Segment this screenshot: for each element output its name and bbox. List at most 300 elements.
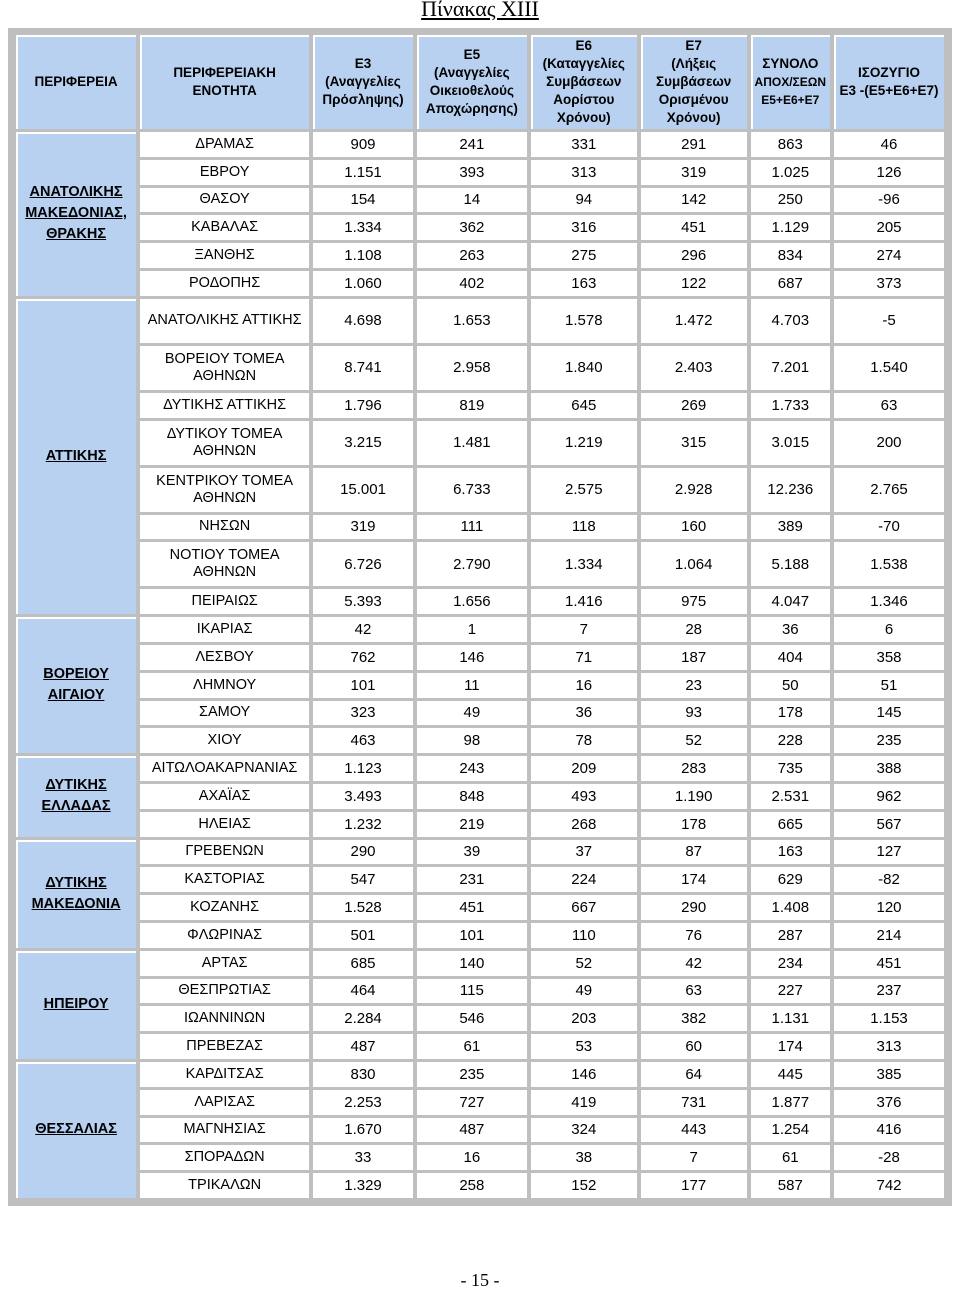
cell-unit: ΓΡΕΒΕΝΩΝ — [140, 840, 309, 865]
cell-e3: 1.060 — [313, 271, 413, 296]
cell-total: 687 — [751, 271, 830, 296]
cell-e7: 443 — [641, 1118, 747, 1143]
cell-total: 1.131 — [751, 1006, 830, 1031]
cell-e5: 1.656 — [417, 589, 527, 614]
table-row — [16, 645, 944, 670]
cell-balance: 373 — [834, 271, 944, 296]
cell-e7: 731 — [641, 1090, 747, 1115]
cell-unit: ΛΑΡΙΣΑΣ — [140, 1090, 309, 1115]
cell-e5: 146 — [417, 645, 527, 670]
cell-unit: ΑΝΑΤΟΛΙΚΗΣ ΑΤΤΙΚΗΣ — [140, 299, 309, 343]
cell-e5: 393 — [417, 160, 527, 185]
cell-unit: ΔΥΤΙΚΟΥ ΤΟΜΕΑ ΑΘΗΝΩΝ — [140, 421, 309, 465]
table-row — [16, 1062, 944, 1087]
cell-e5: 140 — [417, 951, 527, 976]
cell-total: 587 — [751, 1173, 830, 1198]
table-row — [16, 346, 944, 390]
cell-e5: 115 — [417, 979, 527, 1004]
cell-e7: 64 — [641, 1062, 747, 1087]
cell-e7: 60 — [641, 1034, 747, 1059]
cell-e7: 291 — [641, 132, 747, 157]
cell-balance: 2.765 — [834, 468, 944, 512]
cell-e3: 762 — [313, 645, 413, 670]
cell-e7: 93 — [641, 701, 747, 726]
header-e5: Ε5 (Αναγγελίες Οικειοθελούς Αποχώρησης) — [417, 35, 527, 129]
cell-e7: 975 — [641, 589, 747, 614]
cell-e7: 177 — [641, 1173, 747, 1198]
cell-e7: 1.064 — [641, 542, 747, 586]
cell-e5: 219 — [417, 812, 527, 837]
cell-e6: 71 — [531, 645, 637, 670]
cell-unit: ΛΕΣΒΟΥ — [140, 645, 309, 670]
cell-e3: 323 — [313, 701, 413, 726]
table-row — [16, 299, 944, 343]
cell-e6: 38 — [531, 1145, 637, 1170]
cell-e3: 547 — [313, 867, 413, 892]
header-unit: ΠΕΡΙΦΕΡΕΙΑΚΗ ΕΝΟΤΗΤΑ — [140, 35, 309, 129]
cell-e6: 152 — [531, 1173, 637, 1198]
cell-total: 234 — [751, 951, 830, 976]
cell-unit: ΞΑΝΘΗΣ — [140, 243, 309, 268]
cell-balance: 1.346 — [834, 589, 944, 614]
cell-total: 735 — [751, 756, 830, 781]
cell-e3: 1.528 — [313, 895, 413, 920]
table-row — [16, 784, 944, 809]
cell-balance: 120 — [834, 895, 944, 920]
cell-e3: 6.726 — [313, 542, 413, 586]
cell-e5: 819 — [417, 393, 527, 418]
cell-e3: 42 — [313, 617, 413, 642]
cell-balance: 376 — [834, 1090, 944, 1115]
cell-total: 629 — [751, 867, 830, 892]
cell-e3: 1.670 — [313, 1118, 413, 1143]
cell-e5: 487 — [417, 1118, 527, 1143]
cell-e3: 487 — [313, 1034, 413, 1059]
cell-e3: 3.215 — [313, 421, 413, 465]
page-number: - 15 - — [460, 1270, 500, 1290]
cell-e3: 1.796 — [313, 393, 413, 418]
cell-unit: ΗΛΕΙΑΣ — [140, 812, 309, 837]
cell-e5: 451 — [417, 895, 527, 920]
cell-e6: 1.416 — [531, 589, 637, 614]
table-row — [16, 951, 944, 976]
cell-e5: 2.790 — [417, 542, 527, 586]
cell-total: 834 — [751, 243, 830, 268]
cell-e6: 78 — [531, 728, 637, 753]
table-row — [16, 812, 944, 837]
table-row — [16, 1145, 944, 1170]
header-total: ΣΥΝΟΛΟ ΑΠΟΧ/ΣΕΩΝ Ε5+Ε6+Ε7 — [751, 35, 830, 129]
cell-total: 250 — [751, 188, 830, 213]
region-name: ΑΤΤΙΚΗΣ — [16, 299, 136, 614]
cell-e6: 7 — [531, 617, 637, 642]
cell-balance: -70 — [834, 515, 944, 540]
cell-balance: -5 — [834, 299, 944, 343]
cell-balance: 274 — [834, 243, 944, 268]
cell-e3: 909 — [313, 132, 413, 157]
table-row — [16, 188, 944, 213]
cell-unit: ΔΥΤΙΚΗΣ ΑΤΤΙΚΗΣ — [140, 393, 309, 418]
cell-total: 1.733 — [751, 393, 830, 418]
cell-total: 1.877 — [751, 1090, 830, 1115]
cell-e6: 52 — [531, 951, 637, 976]
cell-e7: 42 — [641, 951, 747, 976]
cell-balance: 742 — [834, 1173, 944, 1198]
cell-e6: 419 — [531, 1090, 637, 1115]
cell-e5: 14 — [417, 188, 527, 213]
cell-total: 389 — [751, 515, 830, 540]
cell-e3: 290 — [313, 840, 413, 865]
cell-e3: 2.284 — [313, 1006, 413, 1031]
cell-e5: 101 — [417, 923, 527, 948]
cell-balance: 51 — [834, 673, 944, 698]
cell-balance: 416 — [834, 1118, 944, 1143]
cell-e7: 7 — [641, 1145, 747, 1170]
cell-total: 445 — [751, 1062, 830, 1087]
cell-e6: 94 — [531, 188, 637, 213]
cell-balance: 214 — [834, 923, 944, 948]
cell-unit: ΦΛΩΡΙΝΑΣ — [140, 923, 309, 948]
cell-unit: ΑΙΤΩΛΟΑΚΑΡΝΑΝΙΑΣ — [140, 756, 309, 781]
region-name: ΔΥΤΙΚΗΣ ΜΑΚΕΔΟΝΙΑ — [16, 840, 136, 948]
region-name: ΗΠΕΙΡΟΥ — [16, 951, 136, 1059]
cell-e5: 2.958 — [417, 346, 527, 390]
header-region: ΠΕΡΙΦΕΡΕΙΑ — [16, 35, 136, 129]
cell-e6: 49 — [531, 979, 637, 1004]
table-row — [16, 1090, 944, 1115]
cell-balance: 200 — [834, 421, 944, 465]
table-row — [16, 1118, 944, 1143]
cell-e3: 463 — [313, 728, 413, 753]
cell-e7: 52 — [641, 728, 747, 753]
cell-e3: 101 — [313, 673, 413, 698]
cell-total: 50 — [751, 673, 830, 698]
cell-unit: ΕΒΡΟΥ — [140, 160, 309, 185]
header-balance: ΙΣΟΖΥΓΙΟ Ε3 -(Ε5+Ε6+Ε7) — [834, 35, 944, 129]
cell-balance: 962 — [834, 784, 944, 809]
cell-total: 178 — [751, 701, 830, 726]
cell-unit: ΝΟΤΙΟΥ ΤΟΜΕΑ ΑΘΗΝΩΝ — [140, 542, 309, 586]
cell-e6: 2.575 — [531, 468, 637, 512]
cell-e7: 122 — [641, 271, 747, 296]
cell-e6: 110 — [531, 923, 637, 948]
cell-unit: ΚΟΖΑΝΗΣ — [140, 895, 309, 920]
cell-e5: 11 — [417, 673, 527, 698]
cell-balance: -28 — [834, 1145, 944, 1170]
cell-e7: 1.190 — [641, 784, 747, 809]
table-row — [16, 515, 944, 540]
cell-e7: 174 — [641, 867, 747, 892]
cell-total: 174 — [751, 1034, 830, 1059]
table-row — [16, 160, 944, 185]
cell-e7: 142 — [641, 188, 747, 213]
cell-balance: 567 — [834, 812, 944, 837]
cell-unit: ΚΑΣΤΟΡΙΑΣ — [140, 867, 309, 892]
cell-e6: 1.334 — [531, 542, 637, 586]
cell-e5: 231 — [417, 867, 527, 892]
cell-unit: ΙΚΑΡΙΑΣ — [140, 617, 309, 642]
cell-e6: 313 — [531, 160, 637, 185]
cell-e5: 362 — [417, 215, 527, 240]
cell-e7: 315 — [641, 421, 747, 465]
cell-unit: ΠΡΕΒΕΖΑΣ — [140, 1034, 309, 1059]
cell-e5: 16 — [417, 1145, 527, 1170]
table-row — [16, 1173, 944, 1198]
cell-total: 404 — [751, 645, 830, 670]
region-name: ΒΟΡΕΙΟΥ ΑΙΓΑΙΟΥ — [16, 617, 136, 753]
cell-e3: 4.698 — [313, 299, 413, 343]
cell-e7: 160 — [641, 515, 747, 540]
table-row — [16, 979, 944, 1004]
cell-e6: 493 — [531, 784, 637, 809]
cell-unit: ΡΟΔΟΠΗΣ — [140, 271, 309, 296]
cell-e7: 283 — [641, 756, 747, 781]
cell-e5: 111 — [417, 515, 527, 540]
cell-balance: 205 — [834, 215, 944, 240]
header-e7: Ε7 (Λήξεις Συμβάσεων Ορισμένου Χρόνου) — [641, 35, 747, 129]
cell-unit: ΤΡΙΚΑΛΩΝ — [140, 1173, 309, 1198]
table-row — [16, 923, 944, 948]
table-body — [16, 132, 944, 1198]
cell-e6: 16 — [531, 673, 637, 698]
cell-e3: 15.001 — [313, 468, 413, 512]
cell-e3: 1.151 — [313, 160, 413, 185]
cell-e5: 727 — [417, 1090, 527, 1115]
table-row — [16, 728, 944, 753]
table-row — [16, 840, 944, 865]
cell-balance: 1.538 — [834, 542, 944, 586]
table-row — [16, 895, 944, 920]
cell-e5: 263 — [417, 243, 527, 268]
cell-e5: 1 — [417, 617, 527, 642]
table-row — [16, 756, 944, 781]
cell-e7: 28 — [641, 617, 747, 642]
cell-e6: 1.840 — [531, 346, 637, 390]
cell-e6: 324 — [531, 1118, 637, 1143]
cell-e6: 146 — [531, 1062, 637, 1087]
cell-unit: ΝΗΣΩΝ — [140, 515, 309, 540]
cell-total: 12.236 — [751, 468, 830, 512]
region-name: ΑΝΑΤΟΛΙΚΗΣ ΜΑΚΕΔΟΝΙΑΣ, ΘΡΑΚΗΣ — [16, 132, 136, 296]
data-table — [12, 32, 948, 1201]
cell-total: 2.531 — [751, 784, 830, 809]
cell-e7: 2.928 — [641, 468, 747, 512]
cell-e6: 163 — [531, 271, 637, 296]
cell-e6: 1.578 — [531, 299, 637, 343]
cell-total: 4.047 — [751, 589, 830, 614]
page-title: Πίνακας ΧΙΙΙ — [421, 0, 539, 21]
cell-unit: ΒΟΡΕΙΟΥ ΤΟΜΕΑ ΑΘΗΝΩΝ — [140, 346, 309, 390]
table-row — [16, 468, 944, 512]
cell-e3: 1.232 — [313, 812, 413, 837]
cell-e5: 258 — [417, 1173, 527, 1198]
cell-balance: 126 — [834, 160, 944, 185]
cell-e5: 848 — [417, 784, 527, 809]
cell-e7: 63 — [641, 979, 747, 1004]
table-row — [16, 393, 944, 418]
cell-e3: 319 — [313, 515, 413, 540]
table-frame — [8, 28, 952, 1206]
cell-e7: 2.403 — [641, 346, 747, 390]
table-row — [16, 421, 944, 465]
cell-e7: 87 — [641, 840, 747, 865]
cell-e5: 243 — [417, 756, 527, 781]
cell-e6: 36 — [531, 701, 637, 726]
cell-balance: 127 — [834, 840, 944, 865]
cell-total: 1.254 — [751, 1118, 830, 1143]
table-row — [16, 673, 944, 698]
cell-total: 665 — [751, 812, 830, 837]
table-row — [16, 617, 944, 642]
cell-e6: 645 — [531, 393, 637, 418]
cell-e6: 1.219 — [531, 421, 637, 465]
cell-e6: 268 — [531, 812, 637, 837]
table-row — [16, 215, 944, 240]
cell-total: 1.408 — [751, 895, 830, 920]
cell-e7: 1.472 — [641, 299, 747, 343]
cell-balance: 358 — [834, 645, 944, 670]
cell-e5: 241 — [417, 132, 527, 157]
cell-e3: 33 — [313, 1145, 413, 1170]
cell-balance: 63 — [834, 393, 944, 418]
cell-e7: 451 — [641, 215, 747, 240]
cell-total: 3.015 — [751, 421, 830, 465]
cell-e7: 290 — [641, 895, 747, 920]
cell-e5: 546 — [417, 1006, 527, 1031]
cell-balance: 145 — [834, 701, 944, 726]
table-row — [16, 271, 944, 296]
cell-e7: 319 — [641, 160, 747, 185]
cell-e3: 1.334 — [313, 215, 413, 240]
cell-unit: ΘΑΣΟΥ — [140, 188, 309, 213]
cell-e6: 37 — [531, 840, 637, 865]
cell-e3: 2.253 — [313, 1090, 413, 1115]
cell-total: 4.703 — [751, 299, 830, 343]
cell-total: 1.025 — [751, 160, 830, 185]
table-row — [16, 589, 944, 614]
cell-balance: 1.153 — [834, 1006, 944, 1031]
cell-unit: ΚΑΡΔΙΤΣΑΣ — [140, 1062, 309, 1087]
cell-e3: 8.741 — [313, 346, 413, 390]
cell-e7: 269 — [641, 393, 747, 418]
cell-e5: 1.653 — [417, 299, 527, 343]
cell-e3: 1.329 — [313, 1173, 413, 1198]
cell-e6: 275 — [531, 243, 637, 268]
cell-e6: 667 — [531, 895, 637, 920]
cell-e6: 224 — [531, 867, 637, 892]
cell-total: 287 — [751, 923, 830, 948]
cell-e6: 118 — [531, 515, 637, 540]
cell-unit: ΘΕΣΠΡΩΤΙΑΣ — [140, 979, 309, 1004]
cell-e3: 5.393 — [313, 589, 413, 614]
region-name: ΘΕΣΣΑΛΙΑΣ — [16, 1062, 136, 1198]
cell-e5: 61 — [417, 1034, 527, 1059]
header-e3: Ε3 (Αναγγελίες Πρόσληψης) — [313, 35, 413, 129]
table-row — [16, 701, 944, 726]
cell-total: 1.129 — [751, 215, 830, 240]
cell-e3: 3.493 — [313, 784, 413, 809]
table-row — [16, 542, 944, 586]
cell-e5: 6.733 — [417, 468, 527, 512]
cell-e6: 53 — [531, 1034, 637, 1059]
cell-e3: 501 — [313, 923, 413, 948]
region-name: ΔΥΤΙΚΗΣ ΕΛΛΑΔΑΣ — [16, 756, 136, 836]
cell-e7: 178 — [641, 812, 747, 837]
cell-e5: 49 — [417, 701, 527, 726]
cell-e7: 296 — [641, 243, 747, 268]
table-row — [16, 1034, 944, 1059]
cell-unit: ΜΑΓΝΗΣΙΑΣ — [140, 1118, 309, 1143]
cell-unit: ΑΡΤΑΣ — [140, 951, 309, 976]
cell-total: 163 — [751, 840, 830, 865]
cell-unit: ΛΗΜΝΟΥ — [140, 673, 309, 698]
cell-total: 227 — [751, 979, 830, 1004]
cell-e5: 98 — [417, 728, 527, 753]
cell-e6: 203 — [531, 1006, 637, 1031]
cell-total: 7.201 — [751, 346, 830, 390]
table-row — [16, 132, 944, 157]
table-row — [16, 243, 944, 268]
cell-e5: 235 — [417, 1062, 527, 1087]
cell-e6: 331 — [531, 132, 637, 157]
cell-total: 36 — [751, 617, 830, 642]
cell-e7: 23 — [641, 673, 747, 698]
cell-unit: ΠΕΙΡΑΙΩΣ — [140, 589, 309, 614]
cell-unit: ΚΑΒΑΛΑΣ — [140, 215, 309, 240]
header-e6: Ε6 (Καταγγελίες Συμβάσεων Αορίστου Χρόνου) — [531, 35, 637, 129]
cell-balance: 237 — [834, 979, 944, 1004]
cell-unit: ΣΑΜΟΥ — [140, 701, 309, 726]
cell-balance: 6 — [834, 617, 944, 642]
cell-unit: ΚΕΝΤΡΙΚΟΥ ΤΟΜΕΑ ΑΘΗΝΩΝ — [140, 468, 309, 512]
cell-e3: 685 — [313, 951, 413, 976]
cell-e7: 382 — [641, 1006, 747, 1031]
cell-e5: 39 — [417, 840, 527, 865]
cell-total: 863 — [751, 132, 830, 157]
cell-e3: 1.123 — [313, 756, 413, 781]
cell-balance: 46 — [834, 132, 944, 157]
table-row — [16, 1006, 944, 1031]
cell-e5: 402 — [417, 271, 527, 296]
cell-e5: 1.481 — [417, 421, 527, 465]
cell-total: 5.188 — [751, 542, 830, 586]
cell-balance: 313 — [834, 1034, 944, 1059]
cell-e7: 187 — [641, 645, 747, 670]
cell-e7: 76 — [641, 923, 747, 948]
cell-balance: 1.540 — [834, 346, 944, 390]
cell-e3: 1.108 — [313, 243, 413, 268]
cell-unit: ΙΩΑΝΝΙΝΩΝ — [140, 1006, 309, 1031]
cell-total: 61 — [751, 1145, 830, 1170]
cell-balance: 385 — [834, 1062, 944, 1087]
cell-e6: 316 — [531, 215, 637, 240]
cell-balance: -82 — [834, 867, 944, 892]
cell-balance: 235 — [834, 728, 944, 753]
cell-unit: ΑΧΑΪΑΣ — [140, 784, 309, 809]
cell-total: 228 — [751, 728, 830, 753]
cell-e6: 209 — [531, 756, 637, 781]
cell-balance: -96 — [834, 188, 944, 213]
cell-e3: 830 — [313, 1062, 413, 1087]
cell-unit: ΧΙΟΥ — [140, 728, 309, 753]
cell-balance: 388 — [834, 756, 944, 781]
cell-unit: ΣΠΟΡΑΔΩΝ — [140, 1145, 309, 1170]
table-row — [16, 867, 944, 892]
cell-e3: 154 — [313, 188, 413, 213]
cell-balance: 451 — [834, 951, 944, 976]
cell-e3: 464 — [313, 979, 413, 1004]
cell-unit: ΔΡΑΜΑΣ — [140, 132, 309, 157]
